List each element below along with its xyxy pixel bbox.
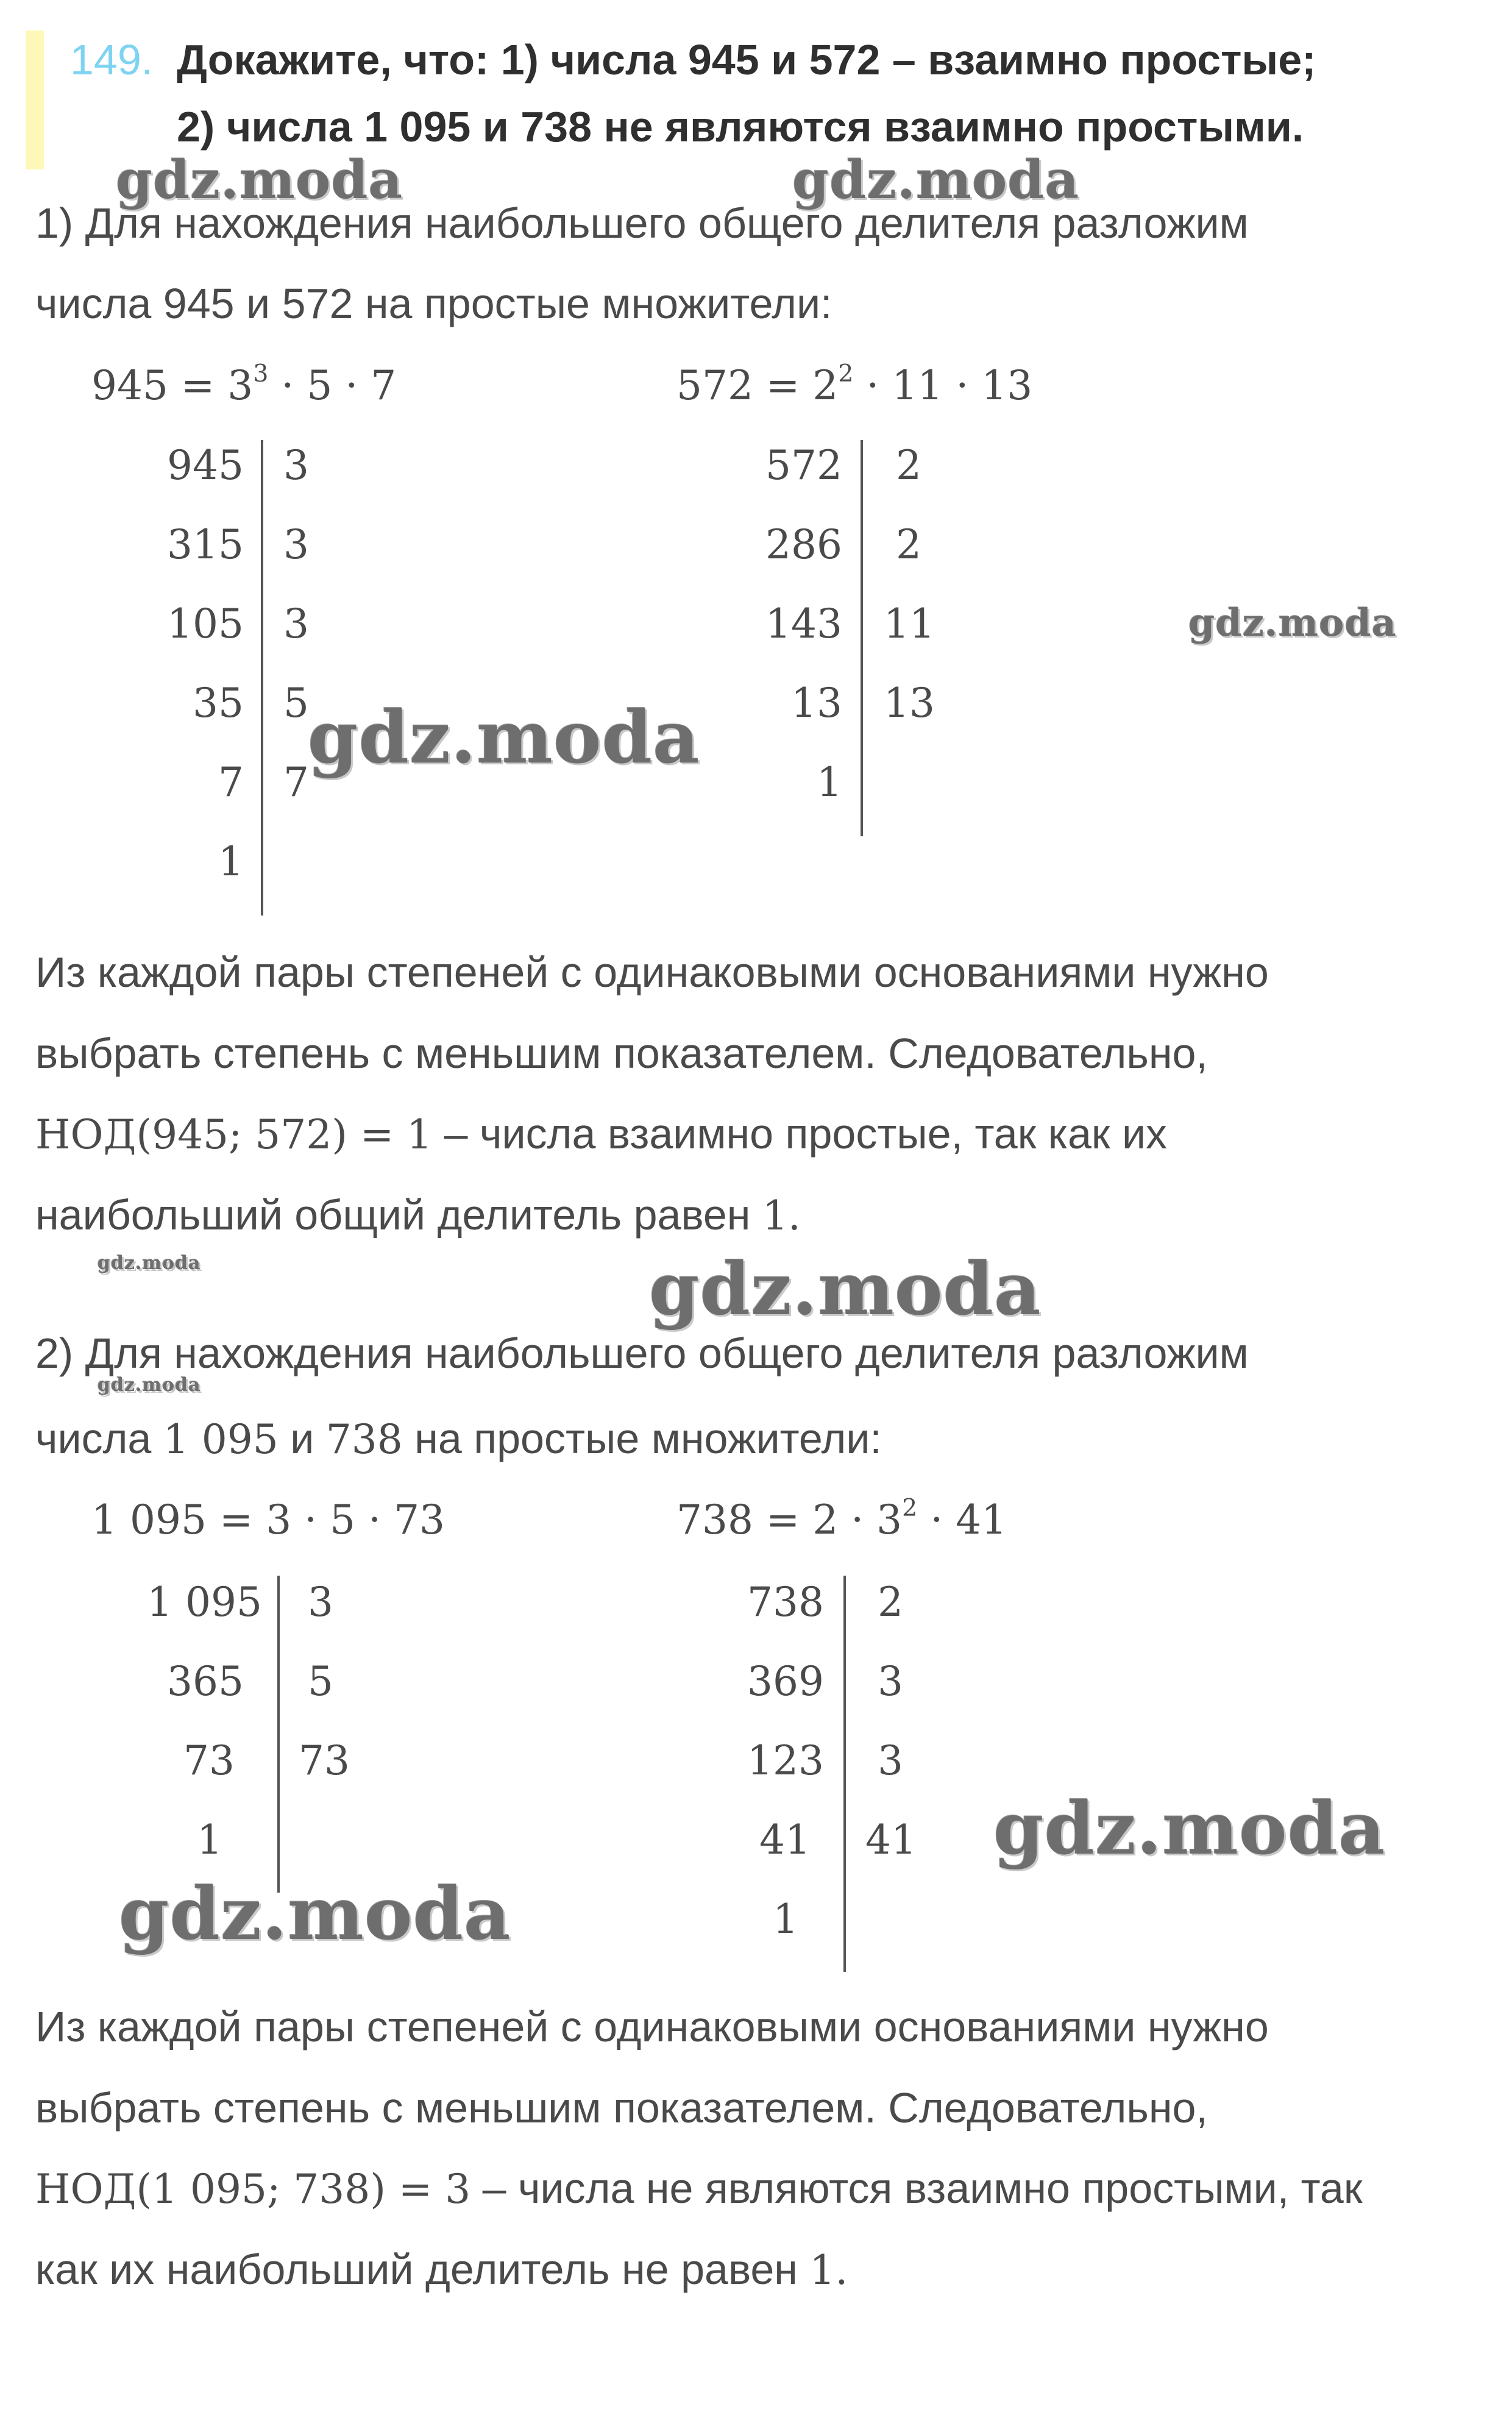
task-line-2: 2) числа 1 095 и 738 не являются взаимно простыми. <box>177 103 1304 151</box>
part1-intro-line-1: 1) Для нахождения наибольшего общего делителя разложим <box>35 199 1249 247</box>
divisor: 3 <box>878 1658 903 1705</box>
part1-intro-line-2: числа 945 и 572 на простые множители: <box>35 280 832 327</box>
divider-line <box>261 440 263 916</box>
divisor: 5 <box>283 680 309 727</box>
part1-conclusion-line-3: НОД(945; 572) = 1 – числа взаимно простые, так как их <box>35 1110 1168 1158</box>
part1-conclusion-line-1: Из каждой пары степеней с одинаковыми основаниями нужно <box>35 948 1269 996</box>
watermark: gdz.moda <box>119 1871 511 1956</box>
part1-conclusion-line-2: выбрать степень с меньшим показателем. Следовательно, <box>35 1030 1208 1077</box>
part1-conclusion-line-4: наибольший общий делитель равен 1. <box>35 1191 801 1239</box>
divisor: 2 <box>896 442 921 489</box>
dividend: 41 <box>759 1816 811 1863</box>
divider-line <box>861 440 863 836</box>
watermark: gdz.moda <box>98 1253 201 1274</box>
dividend: 1 <box>817 759 842 806</box>
divisor: 3 <box>878 1737 903 1784</box>
task-line-1: Докажите, что: 1) числа 945 и 572 – взаимно простые; <box>177 36 1316 84</box>
part2-intro-line-1: 2) Для нахождения наибольшего общего делителя разложим <box>35 1329 1249 1377</box>
divisor: 73 <box>299 1737 350 1784</box>
dividend: 738 <box>747 1579 824 1626</box>
divisor: 2 <box>896 521 921 568</box>
part1-equation-945: $945 = 3^3 \cdot 5 \cdot 7$ <box>91 360 397 409</box>
part2-equation-1095: 1 095 = 3 · 5 · 73 <box>91 1496 445 1543</box>
part2-intro-line-2: числа 1 095 и 738 на простые множители: <box>35 1415 882 1463</box>
dividend: 7 <box>218 759 244 806</box>
divisor: 11 <box>884 600 935 647</box>
watermark: gdz.moda <box>649 1247 1042 1331</box>
watermark: gdz.moda <box>116 149 403 211</box>
divisor: 2 <box>878 1579 903 1626</box>
dividend: 365 <box>167 1658 244 1705</box>
part2-conclusion-line-1: Из каждой пары степеней с одинаковыми основаниями нужно <box>35 2003 1269 2050</box>
dividend: 73 <box>183 1737 235 1784</box>
dividend: 945 <box>167 442 244 489</box>
watermark: gdz.moda <box>308 695 700 780</box>
dividend: 143 <box>765 600 842 647</box>
dividend: 315 <box>167 521 244 568</box>
dividend: 123 <box>747 1737 824 1784</box>
part1-equation-572: $572 = 2^2 \cdot 11 \cdot 13$ <box>676 360 1033 409</box>
divisor: 13 <box>884 680 935 727</box>
dividend: 369 <box>747 1658 824 1705</box>
part2-conclusion-line-4: как их наибольший делитель не равен 1. <box>35 2246 848 2294</box>
part2-conclusion-line-3: НОД(1 095; 738) = 3 – числа не являются взаимно простыми, так <box>35 2164 1363 2213</box>
dividend: 13 <box>791 680 842 727</box>
dividend: 572 <box>765 442 842 489</box>
watermark: gdz.moda <box>1188 600 1397 645</box>
dividend: 1 <box>218 838 244 885</box>
divisor: 3 <box>283 442 309 489</box>
part2-conclusion-line-2: выбрать степень с меньшим показателем. Следовательно, <box>35 2084 1208 2132</box>
part2-equation-738: $738 = 2 \cdot 3^2 \cdot 41$ <box>676 1494 1007 1543</box>
watermark: gdz.moda <box>98 1375 201 1396</box>
divisor: 3 <box>283 521 309 568</box>
divisor: 41 <box>865 1816 917 1863</box>
dividend: 1 <box>197 1816 222 1863</box>
dividend: 286 <box>765 521 842 568</box>
dividend: 1 <box>773 1896 798 1943</box>
dividend: 35 <box>193 680 244 727</box>
divisor: 3 <box>308 1579 333 1626</box>
divider-line <box>277 1576 280 1893</box>
divisor: 5 <box>308 1658 333 1705</box>
watermark: gdz.moda <box>792 149 1080 211</box>
watermark: gdz.moda <box>993 1786 1386 1871</box>
dividend: 1 095 <box>147 1579 262 1626</box>
task-number: 149. <box>70 36 154 84</box>
divisor: 3 <box>283 600 309 647</box>
task-highlight-bar <box>26 30 44 169</box>
dividend: 105 <box>167 600 244 647</box>
divisor: 7 <box>283 759 309 806</box>
divider-line <box>843 1576 846 1972</box>
